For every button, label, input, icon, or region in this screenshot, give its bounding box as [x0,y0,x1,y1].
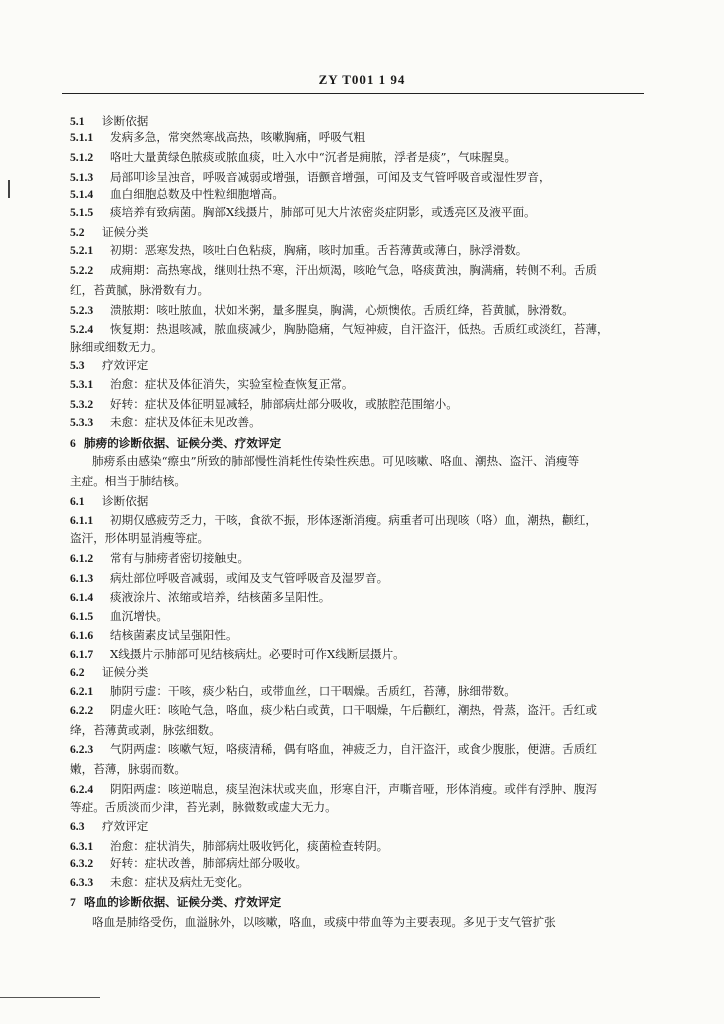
line-text: 嫩，苔薄，脉弱而数。 [70,762,186,776]
section-number: 5.3 [70,359,85,372]
section-number: 6.1.5 [70,610,94,623]
text-line [70,894,281,911]
section-number: 5.2.4 [70,323,94,336]
section-number: 5.3.1 [70,378,94,391]
line-text: 痰培养有致病菌。胸部X线摄片，肺部可见大片浓密炎症阴影，或透亮区及液平面。 [110,205,536,219]
section-number: 6.3.1 [70,840,94,853]
section-number: 5.1.4 [70,188,94,201]
section-number: 6.1.4 [70,591,94,604]
text-line [70,169,551,186]
text-line [70,376,353,393]
line-text: 主症。相当于肺结核。 [70,474,186,488]
line-text: 未愈：症状及病灶无变化。 [110,875,250,889]
line-text: 常有与肺痨者密切接触史。 [110,551,250,565]
text-line [70,435,281,452]
scan-mark [8,180,10,198]
line-text: 咯血是肺络受伤，血溢脉外，以咳嗽，咯血，或痰中带血等为主要表现。多见于支气管扩张 [92,915,556,929]
text-line [70,339,163,355]
section-number: 5.2 [70,226,85,239]
text-line [70,683,516,700]
section-heading: 肺痨的诊断依据、证候分类、疗效评定 [84,436,282,450]
line-text: 证候分类 [102,225,149,239]
text-line [70,722,221,738]
section-number: 6 [70,437,76,450]
line-text: 诊断依据 [102,494,149,508]
line-text: 初期：恶寒发热，咳吐白色粘痰，胸痛，咳时加重。舌苔薄黄或薄白，脉浮滑数。 [110,243,528,257]
section-number: 6.3 [70,820,85,833]
section-number: 6.1.3 [70,572,94,585]
line-text: 脉细或细数无力。 [70,340,163,354]
section-number: 6.1.2 [70,552,94,565]
text-line [70,512,597,529]
section-number: 5.2.2 [70,264,94,277]
section-number: 5.1.5 [70,206,94,219]
text-line [70,608,168,625]
section-number: 6.2.3 [70,743,94,756]
text-line [70,204,536,221]
text-line [70,627,238,644]
line-text: 咯吐大量黄绿色脓痰或脓血痰，吐入水中“沉者是痈脓，浮者是痰”，气味腥臭。 [110,150,517,164]
text-line [70,224,148,241]
line-text: 血沉增快。 [110,609,168,623]
text-line [70,357,148,374]
line-text: 初期仅感疲劳乏力，干咳，食欲不振，形体逐渐消瘦。病重者可出现咳（咯）血，潮热，颧红， [110,513,597,527]
section-number: 6.3.3 [70,876,94,889]
text-line [70,414,261,431]
text-line [70,321,609,338]
section-number: 6.2 [70,666,85,679]
text-line [70,664,148,681]
section-number: 6.2.2 [70,704,94,717]
line-text: 发病多急，常突然寒战高热，咳嗽胸痛，呼吸气粗 [110,130,366,144]
section-number: 6.1.6 [70,629,94,642]
line-text: 好转：症状改善，肺部病灶部分吸收。 [110,856,308,870]
text-line [70,589,330,606]
line-text: 等症。舌质淡而少津，苔光剥，脉微数或虚大无力。 [70,800,337,814]
text-line [70,282,209,298]
line-text: 溃脓期：咳吐脓血，状如米粥，量多腥臭，胸满，心烦懊侬。舌质红绛，苔黄腻，脉滑数。 [110,303,574,317]
line-text: 疗效评定 [102,819,149,833]
line-text: 治愈：症状消失，肺部病灶吸收钙化，痰菌检查转阴。 [110,839,389,853]
line-text: 绛，苔薄黄或剥，脉弦细数。 [70,723,221,737]
text-line [70,818,148,835]
footer-rule [0,997,100,998]
text-line [70,570,388,587]
line-text: 未愈：症状及体征未见改善。 [110,415,261,429]
line-text: 好转：症状及体征明显减轻，肺部病灶部分吸收，或脓腔范围缩小。 [110,397,458,411]
line-text: 疗效评定 [102,358,149,372]
text-line [70,702,597,719]
text-line [70,473,186,489]
text-line [70,530,209,546]
text-line [70,242,527,259]
line-text: 局部叩诊呈浊音，呼吸音减弱或增强，语颤音增强，可闻及支气管呼吸音或湿性罗音， [110,170,551,184]
line-text: 恢复期：热退咳减，脓血痰减少，胸胁隐痛，气短神疲，自汗盗汗，低热。舌质红或淡红，苔薄， [110,322,609,336]
line-text: 血白细胞总数及中性粒细胞增高。 [110,187,284,201]
text-line [70,262,597,279]
section-number: 5.2.3 [70,304,94,317]
header-rule [62,93,644,94]
text-line [70,149,516,166]
line-text: 肺痨系由感染“瘵虫”所致的肺部慢性消耗性传染性疾患。可见咳嗽、咯血、潮热、盗汗、消瘦等 [92,454,580,468]
text-line [70,855,307,872]
section-number: 5.2.1 [70,244,94,257]
text-line [70,302,574,319]
section-number: 5.1.1 [70,131,94,144]
line-text: 证候分类 [102,665,149,679]
text-line [92,453,579,469]
section-heading: 咯血的诊断依据、证候分类、疗效评定 [84,895,282,909]
line-text: 红，苔黄腻，脉滑数有力。 [70,283,210,297]
section-number: 5.3.2 [70,398,94,411]
text-line [70,493,148,510]
text-line [70,761,186,777]
section-number: 5.1.2 [70,151,94,164]
line-text: 成痈期：高热寒战，继则壮热不寒，汗出烦渴，咳呛气急，咯痰黄浊，胸满痛，转侧不利。舌质 [110,263,597,277]
section-number: 5.1.3 [70,171,94,184]
line-text: 盗汗，形体明显消瘦等症。 [70,531,210,545]
text-line [70,646,405,663]
line-text: 结核菌素皮试呈强阳性。 [110,628,238,642]
text-line [92,914,556,930]
text-line [70,113,148,130]
line-text: 阴阳两虚：咳逆喘息，痰呈泡沫状或夹血，形寒自汗，声嘶音哑，形体消瘦。或伴有浮肿、腹泻 [110,782,597,796]
section-number: 6.3.2 [70,857,94,870]
section-number: 6.1 [70,495,85,508]
section-number: 6.2.1 [70,685,94,698]
section-number: 5.1 [70,115,85,128]
text-line [70,129,365,146]
text-line [70,550,249,567]
text-line [70,741,597,758]
line-text: 病灶部位呼吸音减弱，或闻及支气管呼吸音及湿罗音。 [110,571,389,585]
line-text: 阴虚火旺：咳呛气急，咯血，痰少粘白或黄，口干咽燥，午后颧红，潮热，骨蒸，盗汗。舌红或 [110,703,597,717]
section-number: 6.1.7 [70,648,94,661]
line-text: X线摄片示肺部可见结核病灶。必要时可作X线断层摄片。 [110,647,405,661]
text-line [70,781,597,798]
section-number: 6.1.1 [70,514,94,527]
text-line [70,186,284,203]
line-text: 气阴两虚：咳嗽气短，咯痰清稀，偶有咯血，神疲乏力，自汗盗汗，或食少腹胀，便溏。舌质红 [110,742,597,756]
line-text: 痰液涂片、浓缩或培养，结核菌多呈阳性。 [110,590,331,604]
text-line [70,396,458,413]
section-number: 5.3.3 [70,416,94,429]
page-header: ZY T001 1 94 [318,72,406,87]
text-line [70,838,388,855]
section-number: 7 [70,896,76,909]
line-text: 治愈：症状及体征消失，实验室检查恢复正常。 [110,377,354,391]
line-text: 肺阴亏虚：干咳，痰少粘白，或带血丝，口干咽燥。舌质红，苔薄，脉细带数。 [110,684,516,698]
text-line [70,799,337,815]
section-number: 6.2.4 [70,783,94,796]
line-text: 诊断依据 [102,114,149,128]
text-line [70,874,249,891]
